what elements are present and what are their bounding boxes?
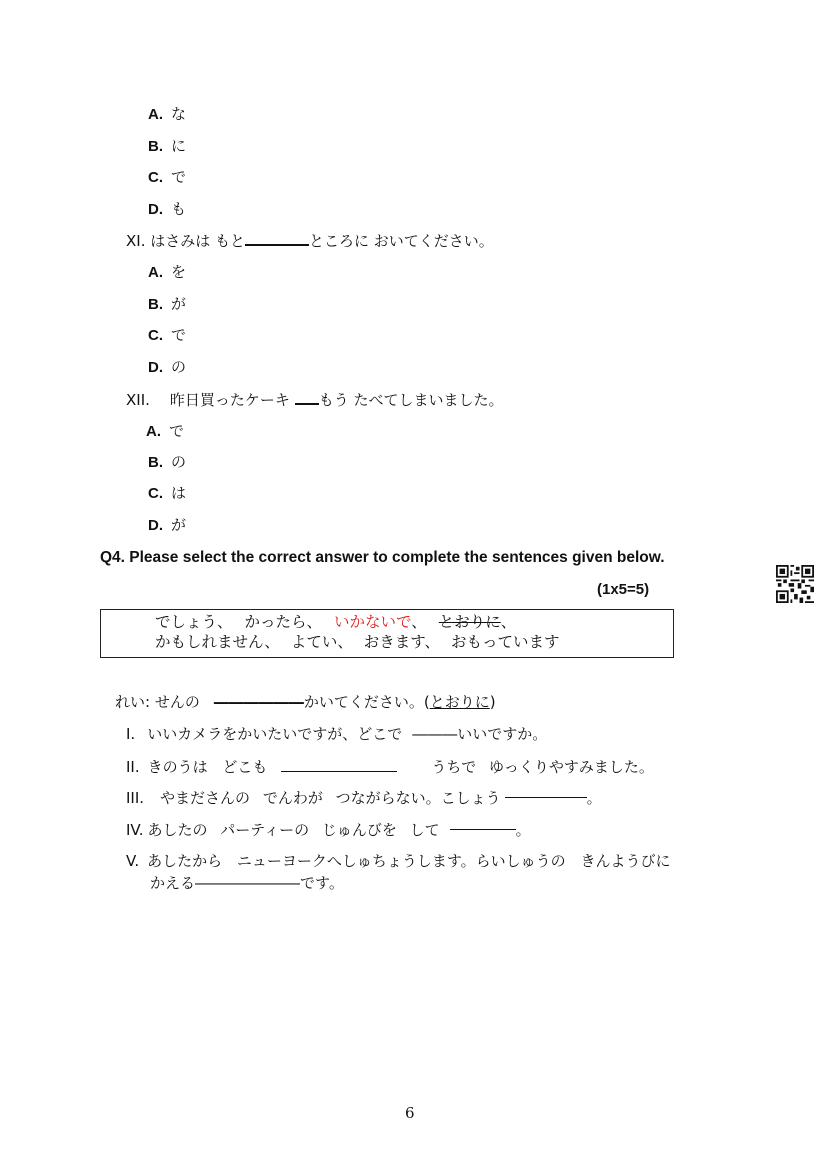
item-4-number: IV. bbox=[126, 821, 144, 839]
word-box-row-2: かもしれません、 よてい、 おきます、 おもっています bbox=[155, 633, 560, 651]
q4-marks: (1x5=5) bbox=[597, 581, 650, 598]
example-dashes: ―――――― bbox=[213, 693, 304, 711]
word-kattara: かったら、 bbox=[244, 613, 323, 631]
item-3-number: III. bbox=[126, 789, 145, 807]
word-choice-box bbox=[100, 609, 674, 658]
q11-part1: はさみは もと bbox=[150, 232, 246, 250]
page-number: 6 bbox=[405, 1104, 415, 1122]
word-box-row-1: でしょう、 かったら、 いかないで、 とおりに、 bbox=[155, 613, 517, 631]
item-2-number: II. bbox=[126, 758, 140, 776]
q12-part2: もう たべてしまいました。 bbox=[318, 391, 504, 409]
q12-question bbox=[126, 390, 503, 410]
q11-option-d: D. の bbox=[148, 358, 187, 376]
q11-blank bbox=[245, 244, 309, 246]
example-label: れい: せんの bbox=[115, 693, 200, 711]
q11-option-c: C. で bbox=[148, 326, 187, 344]
q11-part2: ところに おいてください。 bbox=[309, 232, 494, 250]
q10-option-a: A. な bbox=[148, 105, 187, 123]
item-3-blank bbox=[505, 797, 587, 798]
word-deshou: でしょう、 bbox=[155, 613, 233, 631]
example-rest: かいてください。( bbox=[303, 693, 430, 711]
qr-code-icon bbox=[776, 565, 814, 603]
q12-option-a: A. で bbox=[146, 422, 185, 440]
q4-item-1: I. いいカメラをかいたいですが、どこで ―――いいですか。 bbox=[126, 725, 548, 743]
q10-option-c: C. で bbox=[148, 168, 187, 186]
q11-option-a: A. を bbox=[148, 263, 187, 281]
word-ikanaide-used: いかないで bbox=[334, 613, 412, 631]
item-5-number: V. bbox=[126, 852, 140, 870]
q12-blank bbox=[295, 403, 319, 405]
q4-item-5-line-2: かえる―――――――です。 bbox=[150, 874, 344, 892]
q12-number: XII. bbox=[126, 391, 150, 409]
q12-part1: 昨日買ったケーキ bbox=[169, 391, 290, 409]
q11-question bbox=[126, 231, 494, 251]
q4-item-5: V. あしたから ニューヨークへしゅちょうします。らいしゅうの きんようびに bbox=[126, 852, 671, 870]
q4-item-3: III. やまださんの でんわが つながらない。こしょう 。 bbox=[126, 789, 602, 807]
example-line: れい: せんの ――――――かいてください。(とおりに) bbox=[115, 693, 496, 711]
q11-number: XI. bbox=[126, 232, 146, 250]
q12-option-d: D. が bbox=[148, 516, 187, 534]
q4-item-4: IV. あしたの パーティーの じゅんびを して 。 bbox=[126, 821, 531, 839]
word-toorini-struck: とおりに bbox=[438, 613, 501, 631]
q4-item-2: II. きのうは どこも うちで ゆっくりやすみました。 bbox=[126, 758, 654, 776]
item-2-blank bbox=[281, 771, 397, 772]
q12-option-c: C. は bbox=[148, 484, 187, 502]
item-1-number: I. bbox=[126, 725, 136, 743]
q10-option-d: D. も bbox=[148, 200, 187, 218]
q4-heading: Q4. Please select the correct answer to complete the sentences given below. bbox=[100, 549, 665, 566]
q11-option-b: B. が bbox=[148, 295, 187, 313]
q12-option-b: B. の bbox=[148, 453, 187, 471]
example-answer: とおりに bbox=[429, 693, 490, 711]
item-4-blank bbox=[450, 829, 516, 830]
q10-option-b: B. に bbox=[148, 137, 187, 155]
